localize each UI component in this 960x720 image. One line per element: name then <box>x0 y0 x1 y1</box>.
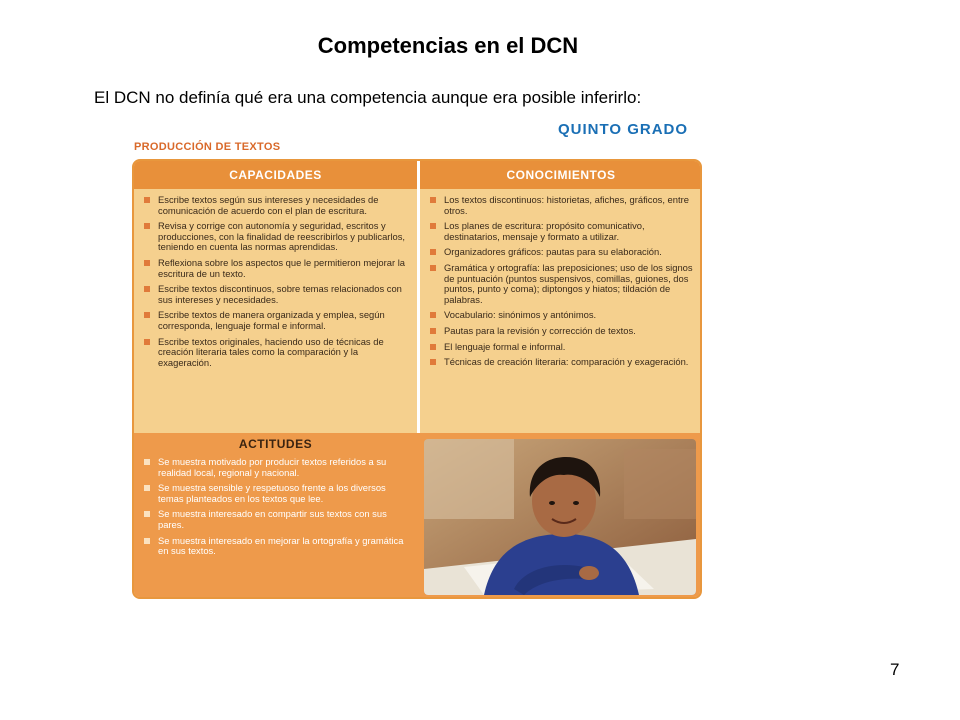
bullet-icon <box>430 223 436 229</box>
conocimientos-header: CONOCIMIENTOS <box>420 161 702 189</box>
list-item: Revisa y corrige con autonomía y seguridad, escritos y producciones, con la finalidad de reescribirlos y publicarlos, teniendo en cuenta las normas aprendidas. <box>142 221 410 253</box>
list-item: Escribe textos de manera organizada y emplea, según corresponda, lenguaje formal e informal. <box>142 310 410 331</box>
bullet-icon <box>430 359 436 365</box>
list-item: Se muestra interesado en compartir sus textos con sus pares. <box>142 509 410 530</box>
list-item: El lenguaje formal e informal. <box>428 342 694 353</box>
bullet-icon <box>430 197 436 203</box>
actitudes-header: ACTITUDES <box>238 437 313 451</box>
curriculum-table <box>132 159 702 599</box>
bullet-icon <box>430 328 436 334</box>
bullet-icon <box>144 538 150 544</box>
capacidades-header: CAPACIDADES <box>134 161 417 189</box>
bullet-icon <box>144 312 150 318</box>
section-label: PRODUCCIÓN DE TEXTOS <box>134 141 281 153</box>
list-item: Los textos discontinuos: historietas, afiches, gráficos, entre otros. <box>428 195 694 216</box>
actitudes-section <box>134 433 700 599</box>
list-item: Técnicas de creación literaria: comparación y exageración. <box>428 357 694 368</box>
slide-title: Competencias en el DCN <box>317 33 579 58</box>
list-item: Reflexiona sobre los aspectos que le permitieron mejorar la escritura de un texto. <box>142 258 410 279</box>
bullet-icon <box>144 286 150 292</box>
column-divider <box>417 161 420 433</box>
actitudes-list <box>142 457 410 562</box>
list-item: Escribe textos originales, haciendo uso de técnicas de creación literaria tales como la comparación y la exageración. <box>142 337 410 369</box>
bullet-icon <box>430 249 436 255</box>
list-item: Pautas para la revisión y corrección de textos. <box>428 326 694 337</box>
bullet-icon <box>144 511 150 517</box>
slide-subtitle: El DCN no definía qué era una competencia aunque era posible inferirlo: <box>94 88 642 107</box>
list-item: Escribe textos según sus intereses y necesidades de comunicación de acuerdo con el plan de escritura. <box>142 195 410 216</box>
bullet-icon <box>144 223 150 229</box>
list-item: Gramática y ortografía: las preposiciones; uso de los signos de puntuación (puntos suspensivos, comillas, guiones, dos puntos, punto y coma); diptongos y hiatos; tildación de palabras. <box>428 263 694 305</box>
list-item: Se muestra sensible y respetuoso frente a los diversos temas planteados en los textos que lee. <box>142 483 410 504</box>
bullet-icon <box>430 312 436 318</box>
student-writing-photo <box>424 439 696 595</box>
page-number: 7 <box>890 660 900 679</box>
list-item: Vocabulario: sinónimos y antónimos. <box>428 310 694 321</box>
bullet-icon <box>144 339 150 345</box>
bullet-icon <box>430 344 436 350</box>
list-item: Se muestra interesado en mejorar la ortografía y gramática en sus textos. <box>142 536 410 557</box>
capacidades-list <box>142 195 410 373</box>
list-item: Se muestra motivado por producir textos referidos a su realidad local, regional y nacional. <box>142 457 410 478</box>
bullet-icon <box>144 485 150 491</box>
bullet-icon <box>144 459 150 465</box>
conocimientos-list <box>428 195 694 373</box>
bullet-icon <box>144 260 150 266</box>
bullet-icon <box>144 197 150 203</box>
grade-label: QUINTO GRADO <box>558 121 689 138</box>
bullet-icon <box>430 265 436 271</box>
list-item: Organizadores gráficos: pautas para su elaboración. <box>428 247 694 258</box>
list-item: Los planes de escritura: propósito comunicativo, destinatarios, mensaje y formato a utilizar. <box>428 221 694 242</box>
list-item: Escribe textos discontinuos, sobre temas relacionados con sus intereses y necesidades. <box>142 284 410 305</box>
